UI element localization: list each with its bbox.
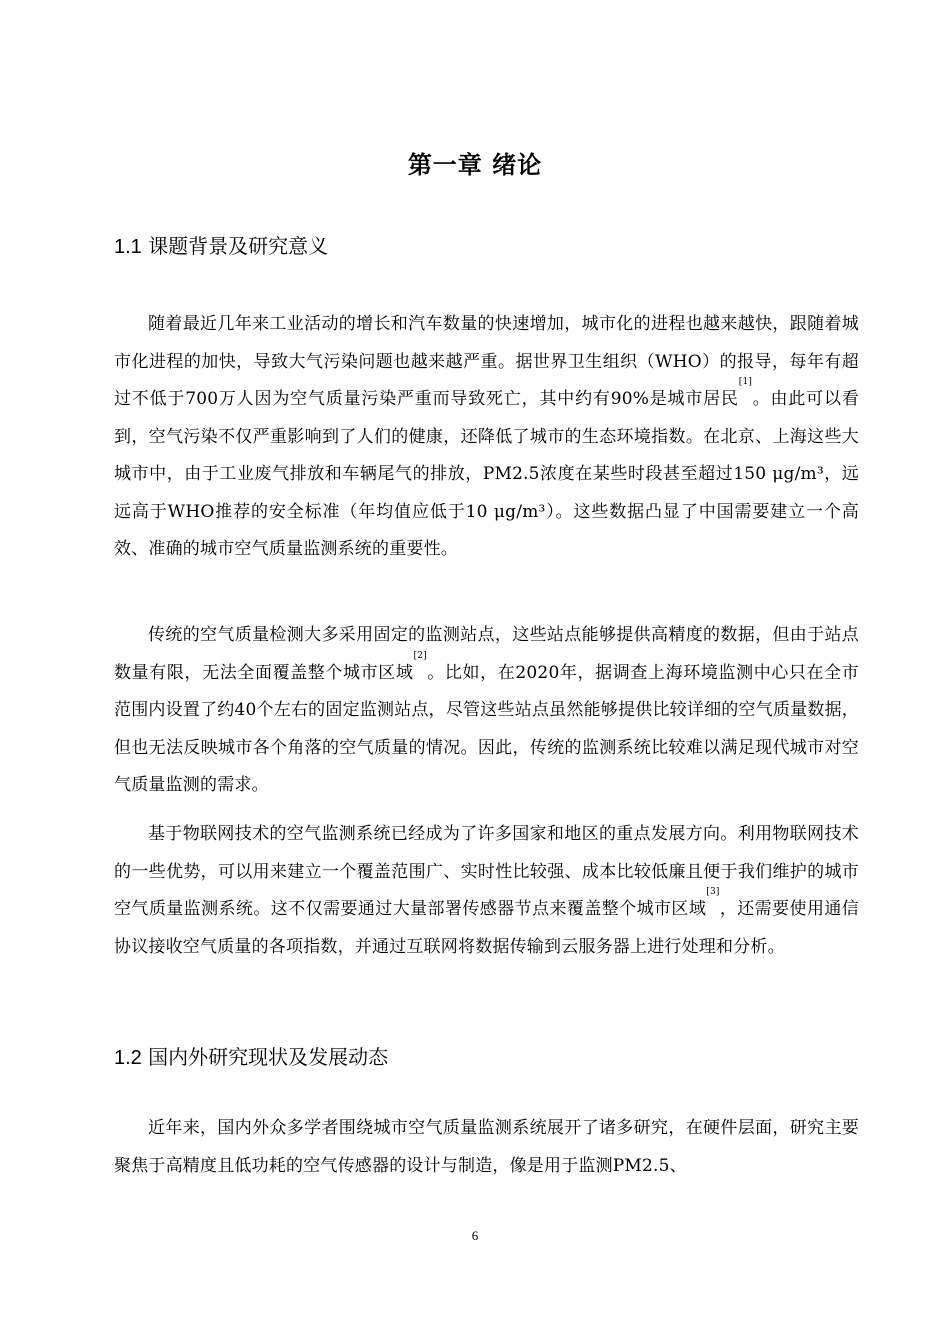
paragraph-text: 传统的空气质量检测大多采用固定的监测站点，这些站点能够提供高精度的数据，但由于站点数量有限，无法全面覆盖整个城市区域 bbox=[114, 625, 859, 683]
paragraph-text: 。由此可以看到，空气污染不仅严重影响到了人们的健康，还降低了城市的生态环境指数。在北京、上海这些大城市中，由于工业废气排放和车辆尾气的排放，PM2.5浓度在某些时段甚至超过150 μg/m³，远远高于WHO推荐的安全标准（年均值应低于10 μg/m³）。这些数据凸显了中国需要建立一个高效、准确的城市空气质量监测系统的重要性。 bbox=[114, 389, 860, 559]
paragraph-text: ，还需要使用通信协议接收空气质量的各项指数，并通过互联网将数据传输到云服务器上进行处理和分析。 bbox=[114, 899, 859, 957]
paragraph bbox=[114, 816, 859, 966]
section-number: 1.1 bbox=[114, 236, 142, 258]
citation: [1] bbox=[738, 377, 753, 387]
section-heading-1-2 bbox=[114, 1041, 388, 1070]
paragraph-text: 随着最近几年来工业活动的增长和汽车数量的快速增加，城市化的进程也越来越快，跟随着城市化进程的加快，导致大气污染问题也越来越严重。据世界卫生组织（WHO）的报导，每年有超过不低于700万人因为空气质量污染严重而导致死亡，其中约有90%是城市居民 bbox=[114, 314, 859, 409]
section-title-text: 国内外研究现状及发展动态 bbox=[148, 1045, 389, 1069]
paragraph-text: 。比如，在2020年，据调查上海环境监测中心只在全市范围内设置了约40个左右的固定监测站点，尽管这些站点虽然能够提供比较详细的空气质量数据，但也无法反映城市各个角落的空气质量的情况。因此，传统的监测系统比较难以满足现代城市对空气质量监测的需求。 bbox=[114, 662, 859, 795]
paragraph-text: 基于物联网技术的空气监测系统已经成为了许多国家和地区的重点发展方向。利用物联网技术的一些优势，可以用来建立一个覆盖范围广、实时性比较强、成本比较低廉且便于我们维护的城市空气质量监测系统。这不仅需要通过大量部署传感器节点来覆盖整个城市区域 bbox=[114, 824, 859, 919]
section-heading-1-1 bbox=[114, 230, 328, 259]
section-title-text: 课题背景及研究意义 bbox=[148, 234, 329, 258]
chapter-title: 第一章 绪论 bbox=[407, 151, 543, 179]
paragraph-text: 近年来，国内外众多学者围绕城市空气质量监测系统展开了诸多研究，在硬件层面，研究主要聚焦于高精度且低功耗的空气传感器的设计与制造，像是用于监测PM2.5、 bbox=[114, 1118, 859, 1176]
page-number: 6 bbox=[471, 1228, 479, 1243]
paragraph bbox=[114, 1110, 859, 1185]
paragraph bbox=[114, 617, 859, 805]
paragraph bbox=[114, 306, 859, 569]
section-number: 1.2 bbox=[114, 1047, 142, 1069]
citation: [2] bbox=[413, 650, 427, 661]
citation: [3] bbox=[706, 887, 720, 897]
